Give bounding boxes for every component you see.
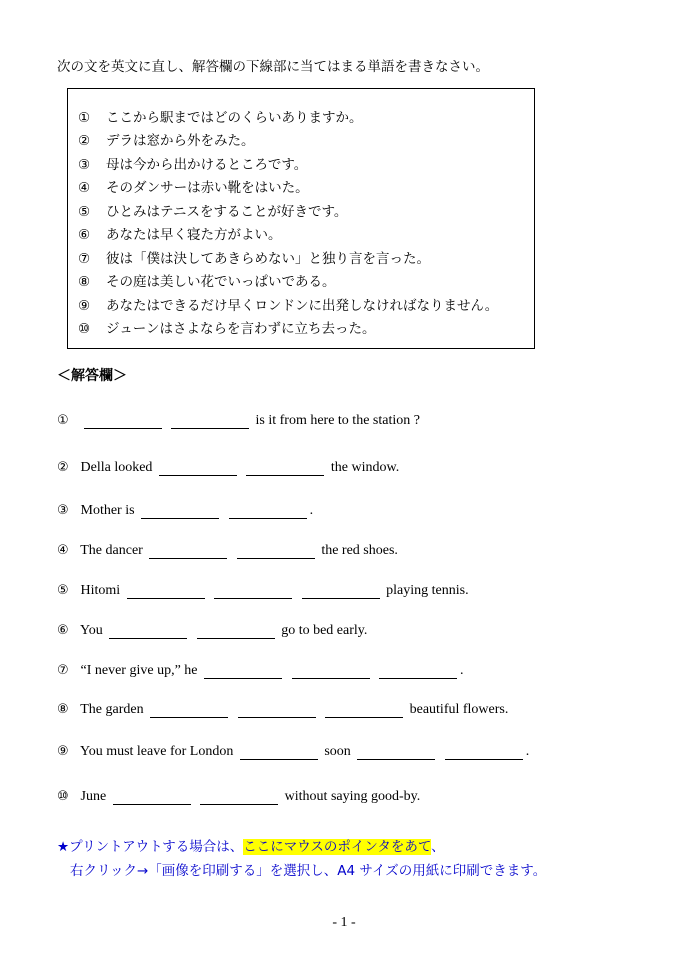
answer-blank[interactable] — [197, 624, 275, 639]
question-text: 彼は「僕は決してあきらめない」と独り言を言った。 — [106, 251, 430, 267]
print-note-line1 — [57, 835, 445, 855]
question-text: そのダンサーは赤い靴をはいた。 — [106, 180, 309, 196]
print-hint-highlight[interactable]: ここにマウスのポインタをあて — [243, 839, 432, 855]
question-item — [78, 129, 255, 149]
question-number: ④ — [78, 180, 91, 196]
question-item — [78, 317, 375, 337]
question-number: ⑦ — [78, 251, 91, 267]
answer-blank[interactable] — [127, 584, 205, 599]
answer-blank[interactable] — [150, 703, 228, 718]
question-number: ⑧ — [78, 274, 91, 290]
question-number: ⑨ — [78, 298, 91, 314]
answer-blank[interactable] — [171, 414, 249, 429]
answer-blank[interactable] — [246, 461, 324, 476]
answer-section-title: ＜解答欄＞ — [57, 368, 127, 384]
question-text: 母は今から出かけるところです。 — [106, 157, 308, 173]
answer-text: Mother is — [80, 503, 135, 518]
answer-text: without saying good-by. — [284, 789, 421, 804]
answer-text: is it from here to the station ? — [255, 413, 420, 428]
question-text: あなたはできるだけ早くロンドンに出発しなければなりません。 — [106, 298, 499, 314]
answer-blank[interactable] — [237, 544, 315, 559]
question-text: ひとみはテニスをすることが好きです。 — [106, 204, 348, 220]
answer-blank[interactable] — [357, 745, 435, 760]
answer-text: . — [309, 503, 314, 518]
answer-text: The dancer — [80, 543, 143, 558]
answer-text: June — [80, 789, 107, 804]
answer-blank[interactable] — [109, 624, 187, 639]
answer-blank[interactable] — [84, 414, 162, 429]
answer-blank[interactable] — [159, 461, 237, 476]
question-number: ⑥ — [78, 227, 91, 243]
question-item — [78, 247, 430, 267]
instruction-text: 次の文を英文に直し、解答欄の下線部に当てはまる単語を書きなさい。 — [57, 59, 489, 75]
answer-text: the red shoes. — [321, 543, 398, 558]
question-item — [78, 153, 307, 173]
answer-blank[interactable] — [325, 703, 403, 718]
answer-row — [57, 663, 464, 679]
answer-row — [57, 543, 398, 559]
answer-number: ⑩ — [57, 789, 69, 804]
question-text: ここから駅まではどのくらいありますか。 — [106, 110, 363, 126]
question-number: ① — [78, 110, 91, 126]
answer-text: playing tennis. — [386, 583, 469, 598]
answer-number: ⑦ — [57, 663, 69, 678]
answer-text: “I never give up,” he — [80, 663, 198, 678]
question-item — [78, 106, 363, 126]
answer-number: ④ — [57, 543, 69, 558]
print-note-text: プリントアウトする場合は、 — [69, 839, 244, 855]
question-text: あなたは早く寝た方がよい。 — [106, 227, 282, 243]
question-item — [78, 223, 282, 243]
answer-blank[interactable] — [113, 790, 191, 805]
answer-blank[interactable] — [302, 584, 380, 599]
answer-number: ⑥ — [57, 623, 69, 638]
answer-row — [57, 460, 399, 476]
answer-row — [57, 413, 420, 429]
question-number: ⑤ — [78, 204, 91, 220]
answer-blank[interactable] — [141, 504, 219, 519]
question-number: ⑩ — [78, 321, 91, 337]
answer-number: ⑤ — [57, 583, 69, 598]
answer-blank[interactable] — [229, 504, 307, 519]
answer-row — [57, 583, 469, 599]
question-item — [78, 270, 336, 290]
answer-text: soon — [324, 744, 351, 759]
page-number: - 1 - — [332, 915, 356, 930]
star-icon: ★ — [57, 839, 70, 855]
answer-text: You — [79, 623, 103, 638]
answer-blank[interactable] — [238, 703, 316, 718]
answer-row — [57, 789, 420, 805]
question-text: ジューンはさよならを言わずに立ち去った。 — [106, 321, 376, 337]
question-item — [78, 176, 309, 196]
answer-row — [57, 503, 313, 519]
answer-blank[interactable] — [200, 790, 278, 805]
answer-text: go to bed early. — [281, 623, 368, 638]
question-text: デラは窓から外をみた。 — [106, 133, 255, 149]
answer-text: beautiful flowers. — [409, 702, 509, 717]
answer-text: You must leave for London — [79, 744, 234, 759]
answer-text: . — [460, 663, 464, 678]
answer-number: ⑧ — [57, 702, 69, 717]
answer-blank[interactable] — [379, 664, 457, 679]
question-item — [78, 294, 498, 314]
answer-text: The garden — [80, 702, 144, 717]
answer-blank[interactable] — [214, 584, 292, 599]
answer-blank[interactable] — [292, 664, 370, 679]
answer-text: Della looked — [80, 460, 153, 475]
answer-text: Hitomi — [80, 583, 121, 598]
answer-row — [57, 702, 508, 718]
answer-number: ② — [57, 460, 69, 475]
question-number: ③ — [78, 157, 91, 173]
question-box — [67, 88, 535, 349]
question-text: その庭は美しい花でいっぱいである。 — [106, 274, 336, 290]
answer-text: the window. — [330, 460, 400, 475]
question-number: ② — [78, 133, 91, 149]
answer-number: ③ — [57, 503, 69, 518]
answer-text: . — [525, 744, 530, 759]
answer-blank[interactable] — [445, 745, 523, 760]
answer-blank[interactable] — [240, 745, 318, 760]
answer-blank[interactable] — [149, 544, 227, 559]
print-note-line2: 右クリック→「画像を印刷する」を選択し、A4 サイズの用紙に印刷できます。 — [70, 863, 547, 879]
answer-row — [57, 744, 529, 760]
answer-number: ⑨ — [57, 744, 69, 759]
answer-row — [57, 623, 367, 639]
question-item — [78, 200, 347, 220]
answer-blank[interactable] — [204, 664, 282, 679]
answer-number: ① — [57, 413, 69, 428]
print-note-text: 、 — [431, 839, 445, 855]
